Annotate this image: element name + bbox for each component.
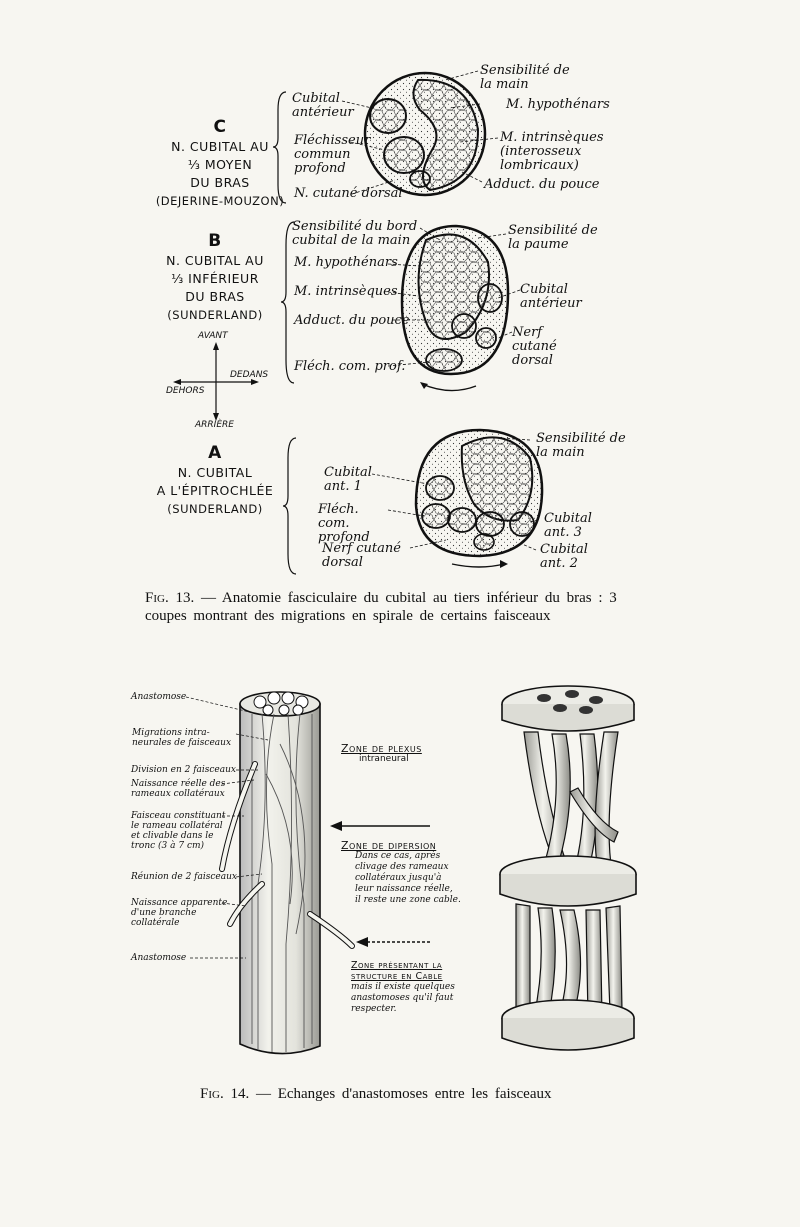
zone-plexus-title: Zone de plexus — [341, 742, 422, 755]
zone-dispersion-text: Dans ce cas, après clivage des rameaux collatéraux jusqu'à leur naissance réelle, il reste une zone cable. — [355, 851, 461, 905]
fig14-label-naissance-reelle: Naissance réelle des rameaux collatéraux — [131, 779, 226, 799]
b-label-flech-com-prof: Fléch. com. prof. — [294, 359, 406, 374]
fig14-caption-text: — Echanges d'anastomoses entre les faisceaux — [255, 1086, 552, 1102]
fig14-label-division: Division en 2 faisceaux — [131, 765, 236, 775]
section-c-line: DU BRAS — [190, 175, 250, 190]
section-a-letter: A — [208, 443, 222, 463]
b-label-sensibilite-paume: Sensibilité de la paume — [508, 223, 598, 252]
zone-dispersion-title: Zone de dipersion — [341, 839, 437, 852]
section-c-letter: C — [213, 117, 227, 137]
section-b-letter: B — [208, 231, 222, 251]
section-b-line: (SUNDERLAND) — [167, 308, 263, 322]
section-a-line: A L'ÉPITROCHLÉE — [156, 483, 274, 498]
c-label-hypothenars: M. hypothénars — [506, 97, 610, 112]
a-label-cubital-ant-1: Cubital ant. 1 — [324, 465, 372, 494]
section-b-line: N. CUBITAL AU — [166, 253, 264, 268]
section-c-line: ⅓ MOYEN — [187, 157, 253, 172]
zone-dispersion — [341, 840, 461, 906]
zone-cable-title: Zone présentant la structure en Cable — [351, 960, 443, 982]
c-label-flechisseur: Fléchisseur commun profond — [294, 133, 371, 176]
fig14-caption — [200, 1085, 620, 1103]
zone-plexus-sub: intraneural — [359, 754, 409, 764]
fig14-label-reunion: Réunion de 2 faisceaux — [131, 872, 237, 882]
fig14-caption-label: Fig. 14. — [200, 1086, 250, 1102]
section-c-line: N. CUBITAL AU — [171, 139, 269, 154]
fig14-label-faisceau: Faisceau constituant le rameau collatéral et clivable dans le tronc (3 à 7 cm) — [131, 811, 226, 851]
b-label-hypothenars: M. hypothénars — [294, 255, 398, 270]
compass-up-label: AVANT — [198, 331, 228, 341]
a-label-flech-com-profond: Fléch. com. profond — [318, 502, 370, 545]
b-label-nerf-cutane: Nerf cutané dorsal — [512, 325, 557, 368]
compass-down-label: ARRIÈRE — [195, 420, 234, 430]
section-b-line: DU BRAS — [185, 289, 245, 304]
b-label-cubital-anterieur: Cubital antérieur — [520, 282, 582, 311]
section-c-line: (DEJERINE-MOUZON) — [155, 194, 285, 208]
fig13-caption-label: Fig. 13. — [145, 590, 195, 606]
fig14-label-anastomose-top: Anastomose — [131, 692, 187, 702]
compass-left-label: DEHORS — [166, 386, 205, 396]
section-a-line: (SUNDERLAND) — [167, 502, 263, 516]
c-label-sensibilite-main: Sensibilité de la main — [480, 63, 570, 92]
zone-plexus — [341, 743, 422, 765]
section-b-line: ⅓ INFÉRIEUR — [171, 271, 259, 286]
b-label-sensibilite-bord: Sensibilité du bord cubital de la main — [292, 219, 418, 248]
fig14-label-anastomose-bottom: Anastomose — [131, 953, 187, 963]
a-label-cubital-ant-3: Cubital ant. 3 — [544, 511, 592, 540]
a-label-sensibilite-main: Sensibilité de la main — [536, 431, 626, 460]
b-label-adduct-pouce: Adduct. du pouce — [294, 313, 410, 328]
c-label-adduct-pouce: Adduct. du pouce — [484, 177, 600, 192]
fig13-caption-text: — Anatomie fasciculaire du cubital au tiers inférieur du bras : 3 coupes montrant des migrations en spirale de certains faisceaux — [145, 590, 617, 624]
c-label-cubital-anterieur: Cubital antérieur — [292, 91, 354, 120]
c-label-intrinseques: M. intrinsèques (interosseux lombricaux) — [500, 130, 604, 173]
a-label-cubital-ant-2: Cubital ant. 2 — [540, 542, 588, 571]
zone-cable — [351, 960, 461, 1015]
a-label-nerf-cutane-dorsal: Nerf cutané dorsal — [322, 541, 401, 570]
b-label-intrinseques: M. intrinsèques — [294, 284, 398, 299]
section-a-line: N. CUBITAL — [177, 465, 253, 480]
c-label-cutane-dorsal: N. cutané dorsal — [294, 186, 403, 201]
compass-right-label: DEDANS — [230, 370, 269, 380]
zone-cable-text: mais il existe quelques anastomoses qu'il faut respecter. — [351, 982, 455, 1014]
cable-model-illustration — [494, 682, 644, 1072]
fig14-label-naissance-apparente: Naissance apparente d'une branche collatérale — [131, 898, 228, 928]
fig14-label-migrations: Migrations intra-neurales de faisceaux — [132, 728, 232, 748]
